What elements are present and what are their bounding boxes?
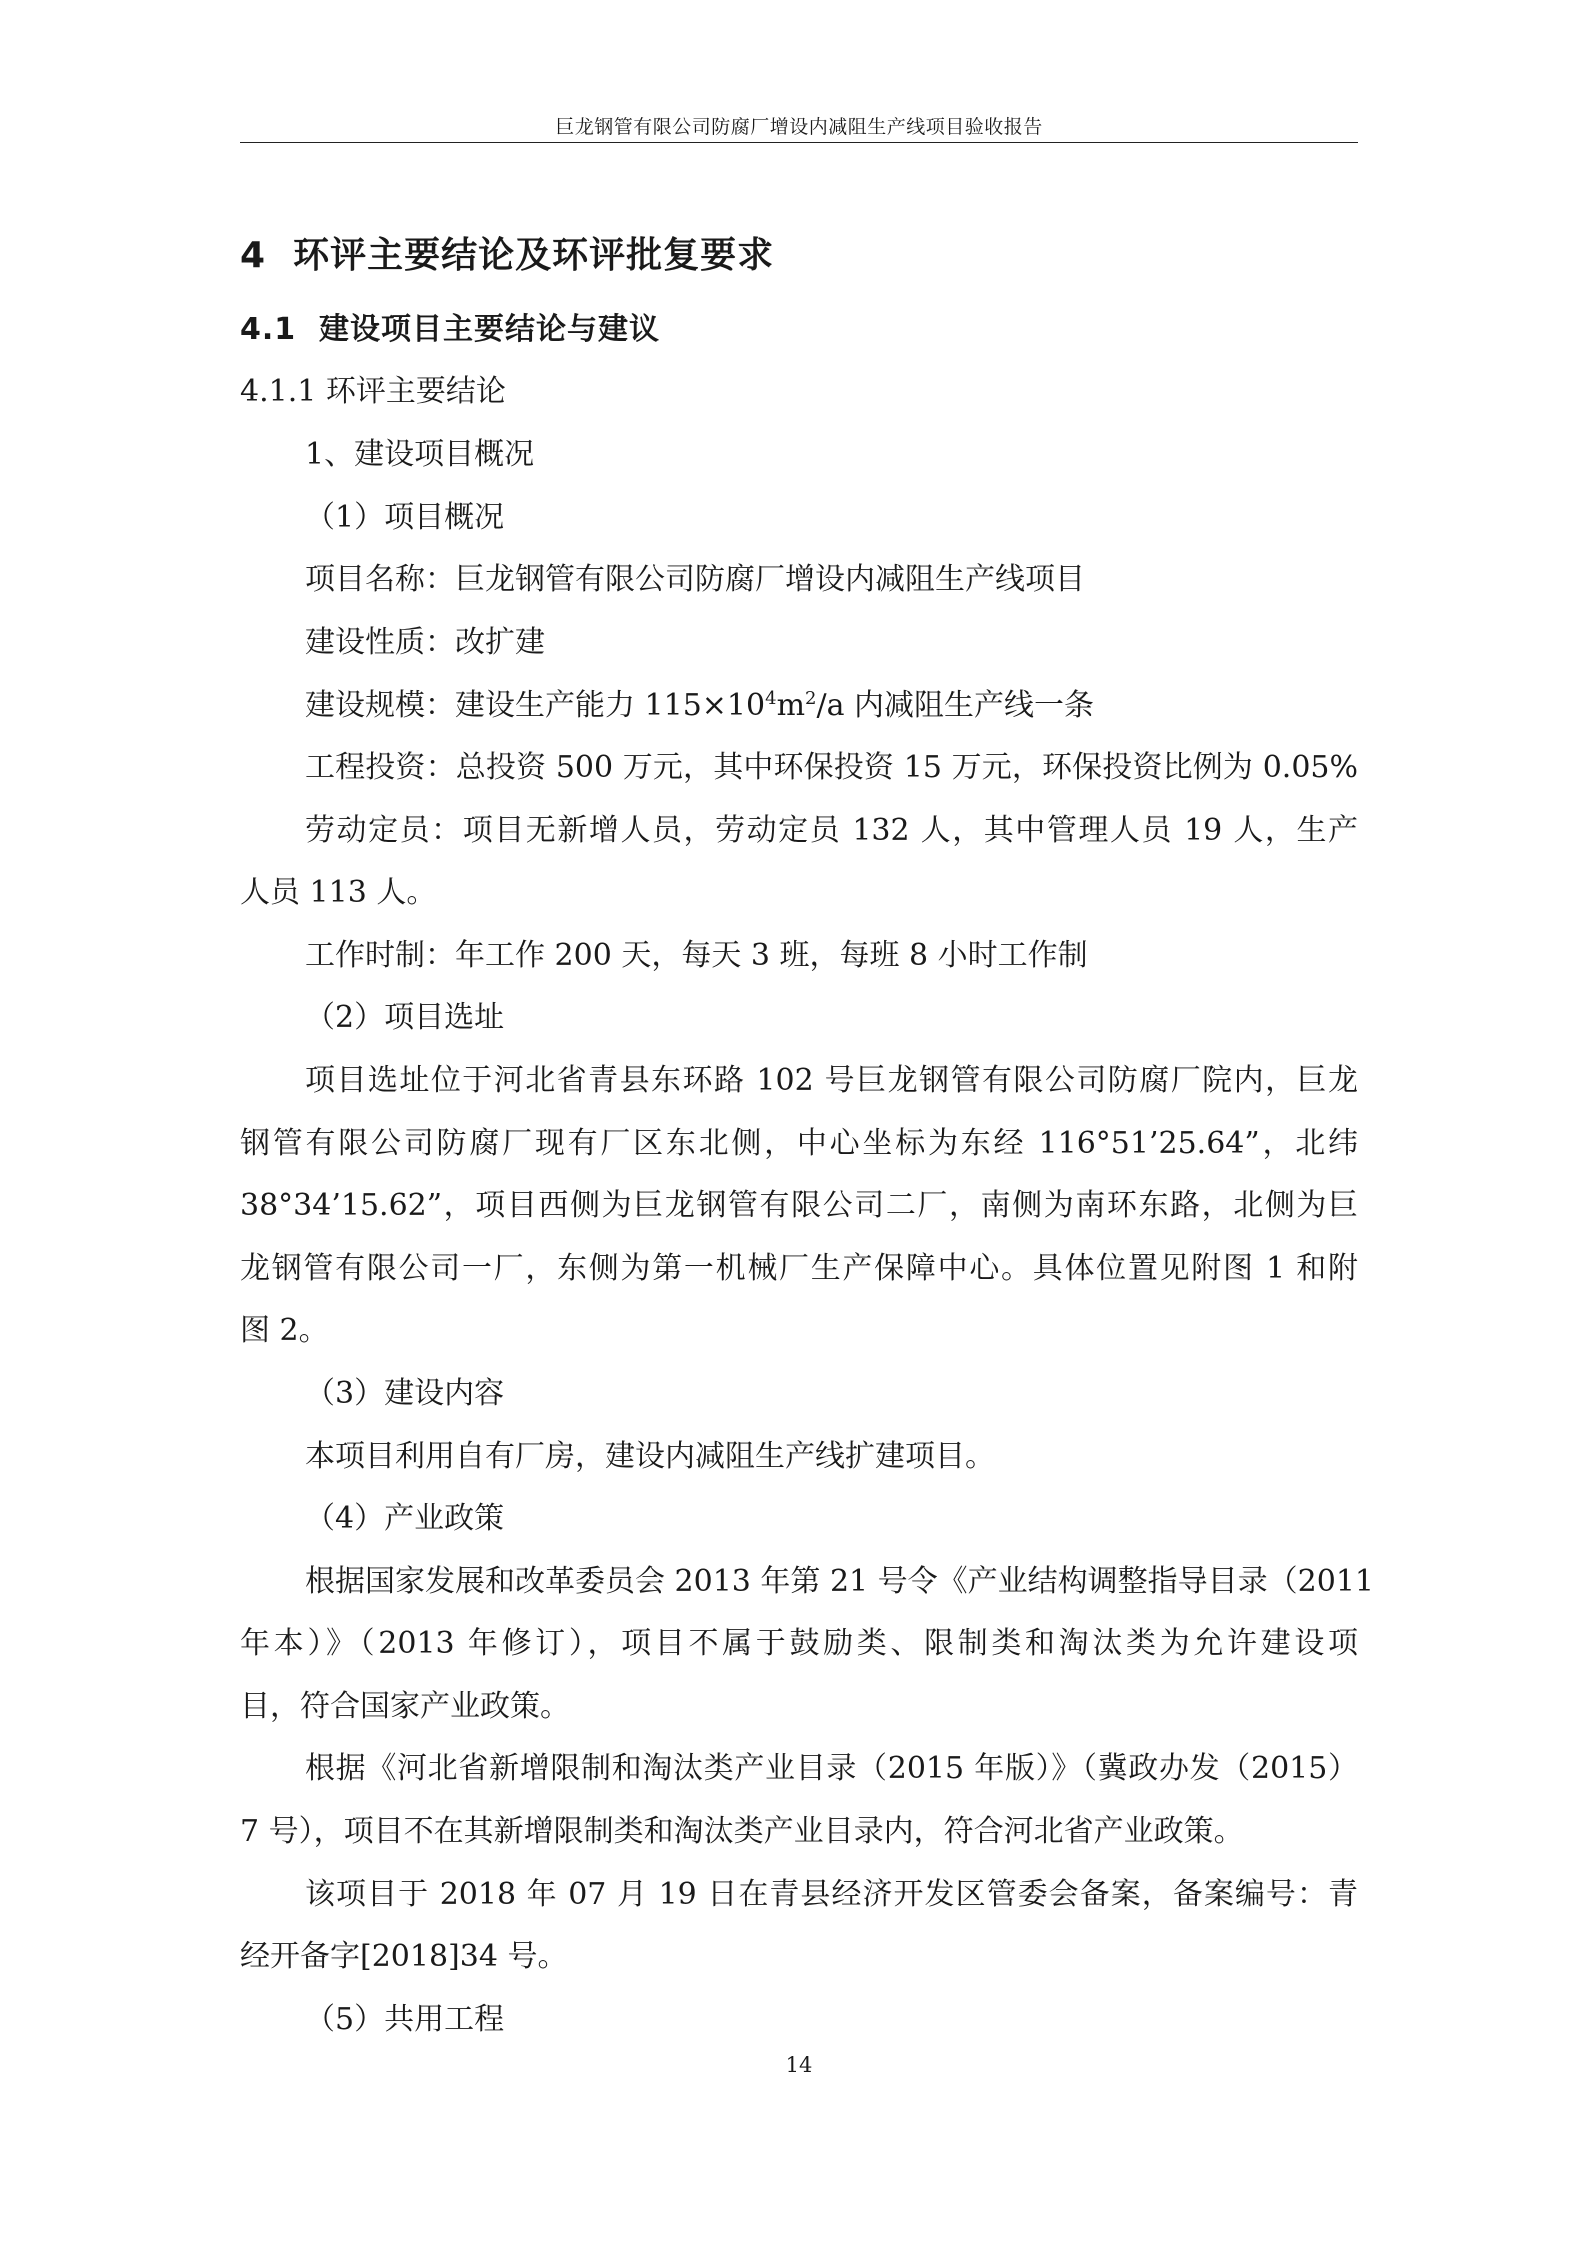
section-title: 环评主要结论及环评批复要求 bbox=[293, 235, 775, 276]
subsection-title: 建设项目主要结论与建议 bbox=[319, 312, 661, 347]
sub-heading-content: （3）建设内容 bbox=[305, 1376, 505, 1411]
policy-p1-line-1: 根据国家发展和改革委员会 2013 年第 21 号令《产业结构调整指导目录（2011 bbox=[305, 1564, 1375, 1599]
site-line-4: 龙钢管有限公司一厂，东侧为第一机械厂生产保障中心。具体位置见附图 1 和附 bbox=[240, 1251, 1358, 1286]
page-number: 14 bbox=[785, 2053, 813, 2077]
section-number: 4 bbox=[240, 235, 267, 276]
running-header: 巨龙钢管有限公司防腐厂增设内减阻生产线项目验收报告 bbox=[555, 116, 1043, 138]
header-divider bbox=[240, 142, 1358, 143]
subsection-heading bbox=[240, 310, 1358, 350]
site-line-3: 38°34’15.62”，项目西侧为巨龙钢管有限公司二厂，南侧为南环东路，北侧为巨 bbox=[240, 1188, 1358, 1223]
staff-line-1: 劳动定员：项目无新增人员，劳动定员 132 人，其中管理人员 19 人，生产 bbox=[305, 813, 1358, 848]
scale-exponent: 4 bbox=[765, 688, 777, 709]
policy-p1-line-2: 年本）》（2013 年修订），项目不属于鼓励类、限制类和淘汰类为允许建设项 bbox=[240, 1626, 1358, 1661]
site-line-1: 项目选址位于河北省青县东环路 102 号巨龙钢管有限公司防腐厂院内，巨龙 bbox=[305, 1063, 1358, 1098]
item-heading-1: 1、建设项目概况 bbox=[305, 437, 535, 472]
investment-line: 工程投资：总投资 500 万元，其中环保投资 15 万元，环保投资比例为 0.05% bbox=[305, 750, 1358, 785]
sub-heading-site: （2）项目选址 bbox=[305, 1000, 505, 1035]
sub-heading-overview: （1）项目概况 bbox=[305, 500, 505, 535]
scale-text: 建设规模：建设生产能力 115×10 bbox=[305, 688, 766, 723]
policy-p3-line-1: 该项目于 2018 年 07 月 19 日在青县经济开发区管委会备案，备案编号：青 bbox=[305, 1877, 1358, 1912]
project-scale-line bbox=[305, 686, 1358, 726]
sub-heading-utilities: （5）共用工程 bbox=[305, 2002, 505, 2037]
site-line-5: 图 2。 bbox=[240, 1313, 329, 1348]
scale-suffix: /a 内减阻生产线一条 bbox=[816, 688, 1094, 723]
scale-unit: m bbox=[776, 688, 806, 723]
policy-p1-line-3: 目，符合国家产业政策。 bbox=[240, 1689, 570, 1724]
policy-p2-line-2: 7 号），项目不在其新增限制类和淘汰类产业目录内，符合河北省产业政策。 bbox=[240, 1814, 1244, 1849]
project-nature-line: 建设性质：改扩建 bbox=[305, 625, 545, 660]
policy-p2-line-1: 根据《河北省新增限制和淘汰类产业目录（2015 年版）》（冀政办发（2015） bbox=[305, 1751, 1358, 1786]
sub-heading-policy: （4）产业政策 bbox=[305, 1501, 505, 1536]
subsubsection-heading: 4.1.1 环评主要结论 bbox=[240, 374, 506, 409]
scale-unit-exponent: 2 bbox=[805, 688, 817, 709]
project-name-line: 项目名称：巨龙钢管有限公司防腐厂增设内减阻生产线项目 bbox=[305, 562, 1085, 597]
subsection-number: 4.1 bbox=[240, 312, 297, 347]
section-heading bbox=[240, 236, 1358, 276]
site-line-2: 钢管有限公司防腐厂现有厂区东北侧，中心坐标为东经 116°51’25.64”，北纬 bbox=[240, 1126, 1358, 1161]
work-schedule-line: 工作时制：年工作 200 天，每天 3 班，每班 8 小时工作制 bbox=[305, 938, 1088, 973]
staff-line-2: 人员 113 人。 bbox=[240, 875, 437, 910]
policy-p3-line-2: 经开备字[2018]34 号。 bbox=[240, 1939, 568, 1974]
content-line: 本项目利用自有厂房，建设内减阻生产线扩建项目。 bbox=[305, 1439, 995, 1474]
